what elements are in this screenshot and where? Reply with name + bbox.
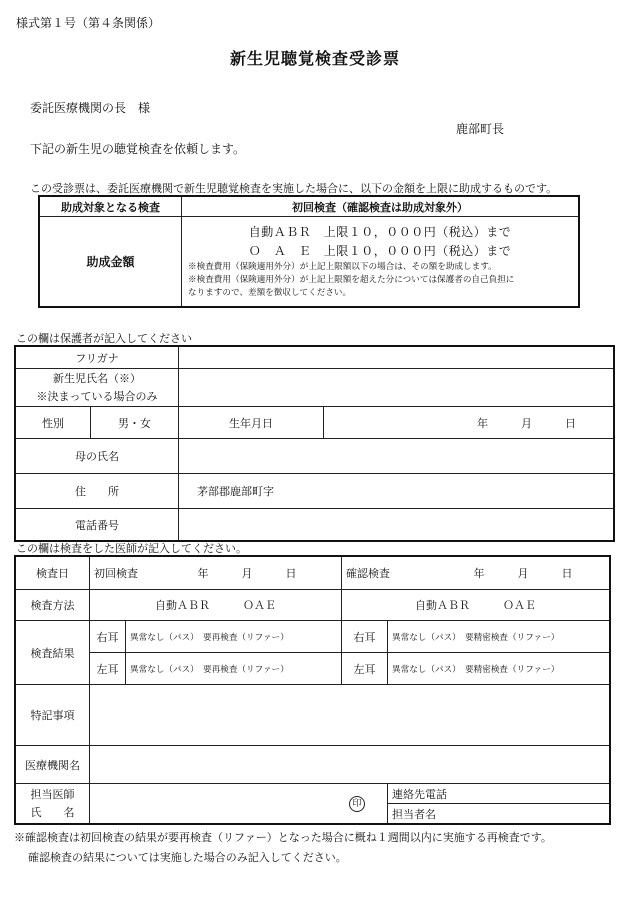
initial-right-ear-label: 右耳	[90, 621, 126, 653]
newborn-name-field[interactable]	[179, 369, 614, 407]
subsidy-row-label: 助成金額	[40, 217, 182, 307]
sex-value[interactable]: 男・女	[91, 407, 179, 439]
initial-left-ear-label: 左耳	[90, 653, 126, 685]
remarks-field[interactable]	[90, 685, 610, 746]
contact-phone-label: 連絡先電話	[392, 787, 447, 801]
sex-label: 性別	[16, 407, 91, 439]
confirm-right-ear-result[interactable]: 異常なし（パス） 要精密検査（リファー）	[388, 621, 610, 653]
confirm-left-ear-result[interactable]: 異常なし（パス） 要精密検査（リファー）	[388, 653, 610, 685]
footer-note-2: 確認検査の結果については実施した場合のみ記入してください。	[28, 851, 347, 864]
initial-right-ear-result[interactable]: 異常なし（パス） 要再検査（リファー）	[126, 621, 342, 653]
facility-field[interactable]	[90, 746, 610, 784]
furigana-field[interactable]	[179, 347, 614, 369]
dob-field[interactable]: 年 月 日	[324, 407, 614, 439]
exam-date-label: 検査日	[16, 557, 90, 590]
doctor-name-field[interactable]	[90, 784, 388, 824]
address-field[interactable]: 茅部郡鹿部町字	[179, 474, 614, 509]
initial-method[interactable]: 自動ＡＢＲ ＯＡＥ	[90, 590, 342, 621]
confirm-right-ear-label: 右耳	[342, 621, 388, 653]
footer-note-1: ※確認検査は初回検査の結果が要再検査（リファー）となった場合に概ね１週間以内に実施する再検査です。	[14, 831, 552, 844]
subsidy-oae-line: Ｏ Ａ Ｅ 上限１０，０００円（税込）まで	[248, 244, 512, 258]
doctor-label-2: 氏 名	[30, 805, 75, 819]
initial-exam-date: 年 月 日	[197, 567, 297, 580]
dob-label: 生年月日	[179, 407, 324, 439]
newborn-name-label	[16, 369, 179, 407]
subsidy-col1-header: 助成対象となる検査	[40, 197, 182, 217]
phone-label: 電話番号	[16, 509, 179, 541]
guardian-table	[15, 346, 614, 541]
mother-name-field[interactable]	[179, 439, 614, 474]
subsidy-note-1: ※検査費用（保険適用外分）が上記上限額以下の場合は、その額を助成します。	[188, 262, 497, 272]
exam-method-label: 検査方法	[16, 590, 90, 621]
contact-person-label: 担当者名	[392, 807, 436, 821]
contact-phone-cell[interactable]	[388, 784, 610, 804]
sender: 鹿部町長	[456, 122, 505, 136]
confirm-left-ear-label: 左耳	[342, 653, 388, 685]
page-title: 新生児聴覚検査受診票	[229, 49, 400, 68]
phone-field[interactable]	[179, 509, 614, 541]
contact-person-cell[interactable]	[388, 804, 610, 824]
doctor-table	[15, 556, 610, 824]
confirm-exam-date: 年 月 日	[473, 567, 573, 580]
seal-mark: 印	[349, 796, 365, 812]
subsidy-table	[39, 196, 579, 307]
request-text: 下記の新生児の聴覚検査を依頼します。	[30, 142, 246, 156]
doctor-caption: この欄は検査をした医師が記入してください。	[16, 542, 247, 555]
doctor-name-label	[16, 784, 90, 824]
newborn-name-label-1: 新生児氏名（※）	[53, 371, 141, 385]
confirm-method[interactable]: 自動ＡＢＲ ＯＡＥ	[342, 590, 610, 621]
facility-label: 医療機関名	[16, 746, 90, 784]
initial-exam-label: 初回検査	[94, 567, 138, 580]
initial-left-ear-result[interactable]: 異常なし（パス） 要再検査（リファー）	[126, 653, 342, 685]
address-label: 住 所	[16, 474, 179, 509]
subsidy-note-2b: なりますので、差額を徴収してください。	[188, 288, 352, 298]
guardian-caption: この欄は保護者が記入してください	[16, 332, 192, 345]
doctor-label-1: 担当医師	[30, 787, 75, 801]
subsidy-note-2a: ※検査費用（保険適用外分）が上記上限額を超えた分については保護者の自己負担に	[188, 275, 515, 285]
remarks-label: 特記事項	[16, 685, 90, 746]
confirm-exam-label: 確認検査	[346, 567, 390, 580]
form-number: 様式第１号（第４条関係）	[16, 16, 161, 30]
exam-result-label: 検査結果	[16, 621, 90, 685]
initial-date-cell[interactable]	[90, 557, 342, 590]
subsidy-details	[182, 217, 579, 307]
subsidy-note: この受診票は、委託医療機関で新生児聴覚検査を実施した場合に、以下の金額を上限に助成するものです。	[30, 182, 558, 195]
subsidy-abr-line: 自動ＡＢＲ 上限１０，０００円（税込）まで	[248, 225, 512, 239]
confirm-date-cell[interactable]	[342, 557, 610, 590]
addressee: 委託医療機関の長 様	[30, 101, 151, 115]
mother-name-label: 母の氏名	[16, 439, 179, 474]
subsidy-col2-header: 初回検査（確認検査は助成対象外）	[182, 197, 579, 217]
newborn-name-label-2: ※決まっている場合のみ	[36, 389, 158, 403]
furigana-label: フリガナ	[16, 347, 179, 369]
